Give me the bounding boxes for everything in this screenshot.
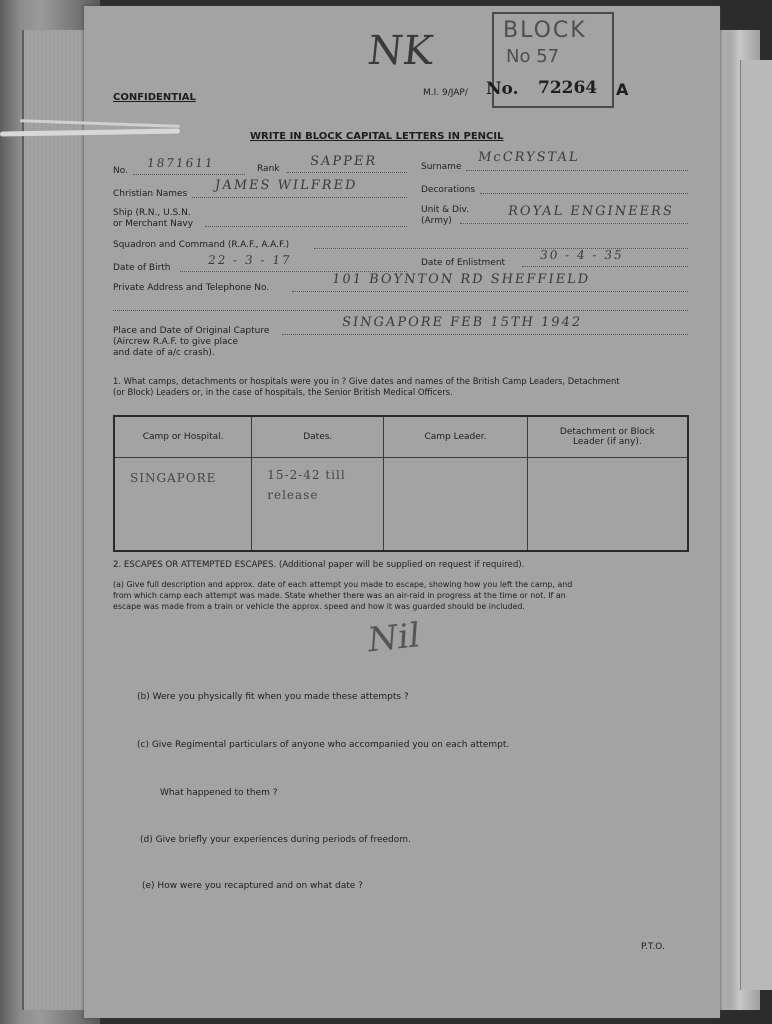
question-2-heading: 2. ESCAPES OR ATTEMPTED ESCAPES. (Additional paper will be supplied on request if required).	[113, 560, 525, 570]
unit-label-line2: (Army)	[421, 216, 452, 226]
question-2a-line2: from which camp each attempt was made. State whether there was an air-raid in progress at the time or not. If an	[113, 591, 566, 600]
table-cell	[252, 458, 384, 552]
question-2a-answer: Nil	[366, 615, 422, 661]
question-2b: (b) Were you physically fit when you made these attempts ?	[137, 692, 409, 702]
camps-table-header: Camp or Hospital.	[114, 416, 252, 458]
camp-leader	[385, 459, 526, 471]
question-2d: (d) Give briefly your experiences during periods of freedom.	[140, 835, 411, 845]
capture-label-line3: and date of a/c crash).	[113, 348, 215, 358]
capture-line	[282, 334, 688, 335]
classification-label: CONFIDENTIAL	[113, 92, 196, 103]
block-leader	[529, 459, 686, 471]
unit-line	[460, 223, 688, 224]
surname-label: Surname	[421, 162, 462, 172]
question-2a-line1: (a) Give full description and approx. date of each attempt you made to escape, showing how you left the camp, and	[113, 580, 573, 589]
camp-name: SINGAPORE	[130, 471, 217, 485]
camps-table-header: Camp Leader.	[384, 416, 528, 458]
address-value: 101 BOYNTON RD SHEFFIELD	[330, 272, 592, 287]
address-line	[292, 291, 688, 292]
question-2c: (c) Give Regimental particulars of anyone who accompanied you on each attempt.	[137, 740, 510, 750]
address-label: Private Address and Telephone No.	[113, 283, 270, 293]
camps-table-header: Detachment or Block Leader (if any).	[527, 416, 688, 458]
block-stamp-number: No 57	[506, 46, 560, 67]
capture-label-line1: Place and Date of Original Capture	[113, 326, 270, 336]
please-turn-over: P.T.O.	[641, 942, 665, 952]
capture-value: SINGAPORE FEB 15TH 1942	[340, 315, 584, 330]
christian-names-label: Christian Names	[113, 189, 188, 199]
serial-suffix: A	[616, 80, 629, 99]
surname-line	[466, 170, 688, 171]
ship-label-line2: or Merchant Navy	[113, 219, 194, 229]
serial-number: 72264	[538, 78, 598, 98]
camp-dates: 15-2-42 till release	[267, 468, 346, 502]
capture-label-line2: (Aircrew R.A.F. to give place	[113, 337, 239, 347]
address-line-2	[113, 310, 688, 311]
question-2c-sub: What happened to them ?	[160, 788, 278, 798]
table-cell	[114, 458, 252, 552]
ship-line	[205, 226, 407, 227]
service-number-line	[133, 174, 245, 175]
handwritten-initials: NK	[365, 28, 436, 74]
camps-table-header: Dates.	[252, 416, 384, 458]
date-of-birth-value: 22 - 3 - 17	[207, 253, 293, 267]
ship-label-line1: Ship (R.N., U.S.N.	[113, 208, 191, 218]
unit-label-line1: Unit & Div.	[421, 205, 469, 215]
surname-value: McCRYSTAL	[476, 150, 581, 165]
service-number-label: No.	[113, 166, 128, 176]
rank-line	[287, 172, 407, 173]
paper-stack-edge	[740, 60, 772, 990]
question-1-line2: (or Block) Leaders or, in the case of hospitals, the Senior British Medical Officers.	[113, 387, 453, 397]
rank-value: SAPPER	[308, 154, 379, 169]
table-cell	[384, 458, 528, 552]
question-1-line1: 1. What camps, detachments or hospitals were you in ? Give dates and names of the British Camp Leaders, Detachment	[113, 376, 620, 386]
enlistment-date-label: Date of Enlistment	[421, 258, 506, 268]
unit-value: ROYAL ENGINEERS	[506, 204, 675, 219]
instruction-heading: WRITE IN BLOCK CAPITAL LETTERS IN PENCIL	[250, 131, 504, 142]
christian-names-line	[192, 197, 407, 198]
enlistment-date-line	[522, 266, 688, 267]
question-2e: (e) How were you recaptured and on what date ?	[142, 881, 363, 891]
block-stamp-label: BLOCK	[503, 18, 587, 43]
christian-names-value: JAMES WILFRED	[213, 178, 359, 193]
rank-label: Rank	[257, 164, 280, 174]
date-of-birth-label: Date of Birth	[113, 263, 171, 273]
table-row	[114, 458, 688, 552]
form-reference: M.I. 9/JAP/	[423, 88, 468, 98]
table-cell	[527, 458, 688, 552]
squadron-line	[314, 248, 688, 249]
service-number-value: 1871611	[146, 156, 216, 170]
decorations-label: Decorations	[421, 185, 476, 195]
camps-table	[113, 415, 689, 552]
decorations-line	[480, 193, 688, 194]
squadron-label: Squadron and Command (R.A.F., A.A.F.)	[113, 240, 290, 250]
serial-number-label: No.	[486, 79, 519, 99]
enlistment-date-value: 30 - 4 - 35	[539, 248, 625, 262]
question-2a-line3: escape was made from a train or vehicle the approx. speed and how it was guarded should be included.	[113, 602, 525, 611]
